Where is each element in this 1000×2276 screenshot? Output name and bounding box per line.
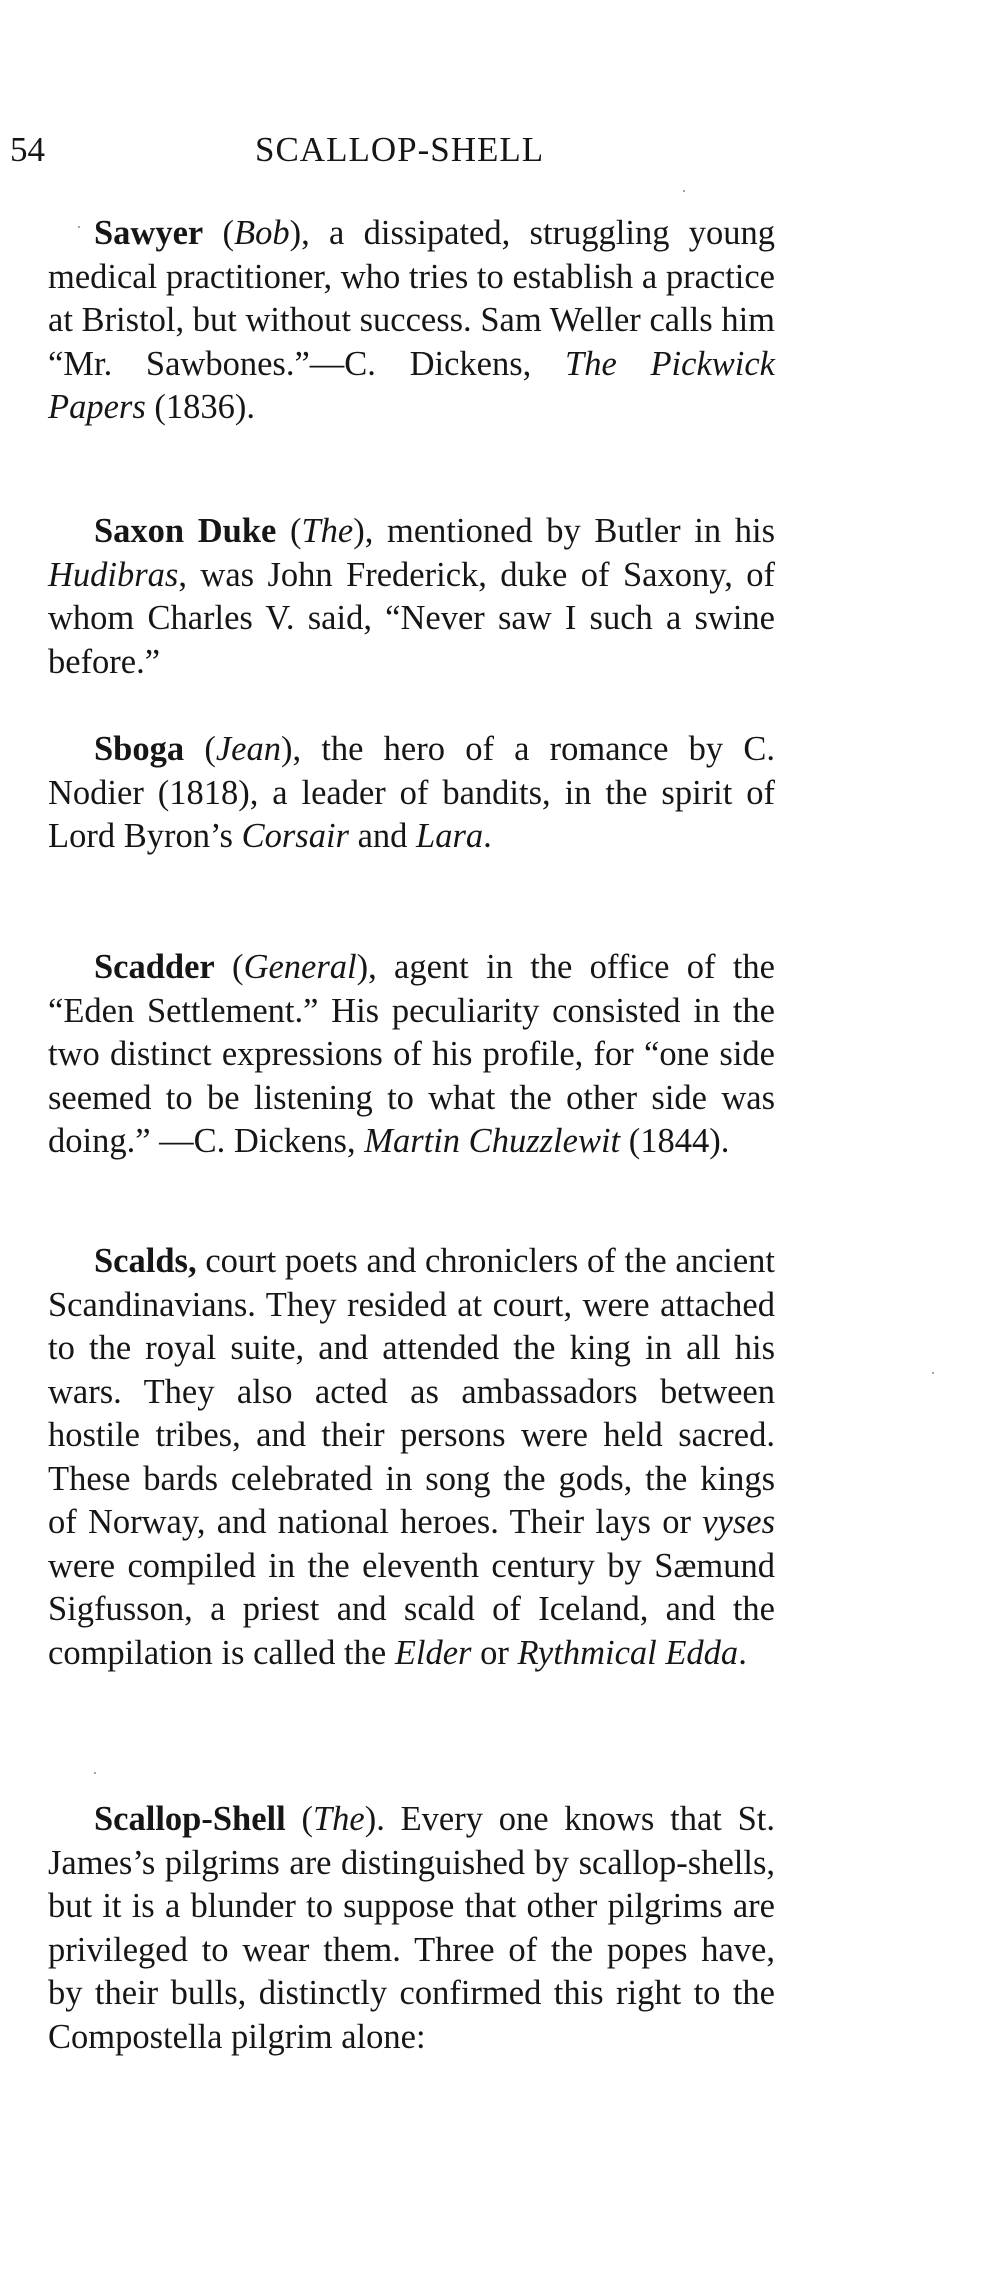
entry-headword: Sboga	[94, 730, 185, 768]
page-number: 54	[10, 130, 45, 169]
work-title: Corsair	[241, 817, 349, 855]
entry-scadder: Scadder (General), agent in the office of the “Eden Settlement.” His peculiarity consisted in the two distinct expressions of his profile, for “one side seemed to be listening to what the other side was doing.” —C. Dickens, Martin Chuzzlewit (1844).	[48, 948, 775, 1160]
entry-headword: Scallop-Shell	[94, 1800, 286, 1838]
paper-speck	[932, 1372, 934, 1374]
entry-scalds: Scalds, court poets and chroniclers of the ancient Scandinavians. They resided at court, were attached to the royal suite, and attended the king in all his wars. They also acted as ambassadors between hostile tribes, and their persons were held sacred. These bards celebrated in song the gods, the kings of Norway, and national heroes. Their lays or vyses were compiled in the eleventh century by Sæmund Sigfusson, a priest and scald of Iceland, and the compilation is called the Elder or Rythmical Edda.	[48, 1242, 775, 1672]
work-title: The Pickwick Papers	[48, 344, 775, 426]
entry-saxon-duke: Saxon Duke (The), mentioned by Butler in his Hudibras, was John Frederick, duke of Saxony, of whom Charles V. said, “Never saw I such a swine before.”	[48, 512, 775, 681]
entry-headword: Saxon Duke	[94, 512, 277, 550]
work-title: Elder	[394, 1633, 472, 1672]
entry-sawyer: Sawyer (Bob), a dissipated, struggling young medical practitioner, who tries to establish a practice at Bristol, but without success. Sam Weller calls him “Mr. Sawbones.”—C. Dickens, The Pickwick Papers (1836).	[48, 214, 775, 426]
paper-speck	[683, 190, 685, 192]
work-title: Martin Chuzzlewit	[364, 1122, 621, 1160]
paper-speck	[78, 226, 80, 228]
entry-qualifier: The	[312, 1800, 365, 1838]
entry-qualifier: The	[301, 512, 354, 550]
entry-sboga: Sboga (Jean), the hero of a romance by C. Nodier (1818), a leader of bandits, in the spirit of Lord Byron’s Corsair and Lara.	[48, 730, 776, 855]
entry-term: vyses	[702, 1503, 775, 1541]
running-head	[10, 128, 770, 172]
work-title: Hudibras	[48, 555, 179, 594]
entry-qualifier: General	[243, 948, 357, 986]
entry-headword: Scadder	[94, 948, 215, 986]
entry-qualifier: Bob	[234, 214, 290, 252]
entry-qualifier: Jean	[215, 730, 281, 768]
work-title: Rythmical Edda	[517, 1633, 739, 1672]
entry-headword: Scalds,	[94, 1242, 197, 1280]
entry-headword: Sawyer	[94, 214, 204, 252]
work-title: Lara	[416, 817, 484, 855]
paper-speck	[94, 1772, 96, 1774]
entry-scallop-shell: Scallop-Shell (The). Every one knows that St. James’s pilgrims are distinguished by scallop-shells, but it is a blunder to suppose that other pilgrims are privileged to wear them. Three of the popes have, by their bulls, distinctly confirmed this right to the Compostella pilgrim alone:	[48, 1800, 775, 2056]
running-title: SCALLOP-SHELL	[255, 130, 545, 169]
